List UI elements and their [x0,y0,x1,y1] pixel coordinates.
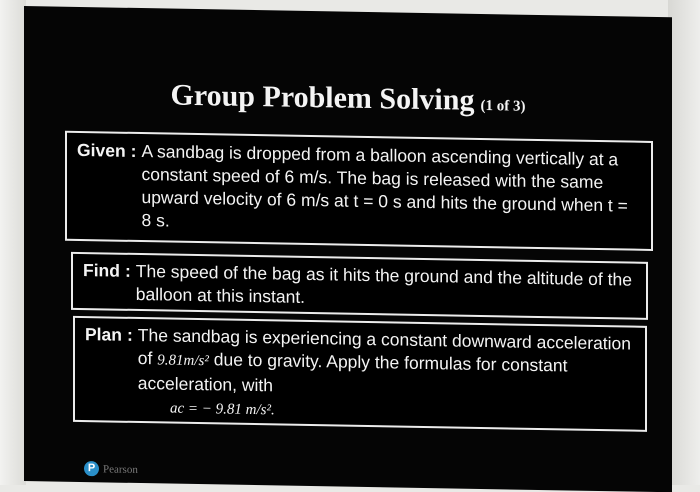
slide [24,6,672,492]
slide-title [24,76,672,121]
find-box: Find : The speed of the bag as it hits the ground and the altitude of the balloon at this instant. [71,252,648,320]
plan-text-2: due to gravity. Apply the formulas for constant acceleration, with [137,349,568,396]
wall-right [668,0,700,485]
plan-text [138,324,635,404]
title-sub: (1 of 3) [480,97,526,115]
given-text: A sandbag is dropped from a balloon ascending vertically at a constant speed of 6 m/s. The bag is released with the same upward velocity of 6 m/s at t = 0 s and hits the ground when t = 8 s. [141,141,628,231]
plan-box: Plan : The sandbag is experiencing a constant downward acceleration of 9.81m/s² due to gravity. Apply the formulas for constant acceleration, with ac = − 9.81 m/s². [73,316,647,432]
find-label: Find [83,260,120,281]
title-text: Group Problem Solving [170,78,475,117]
wall-left [0,0,26,485]
plan-accel-value: 9.81m/s² [157,352,209,370]
pearson-brand: Pearson [103,462,138,476]
given-box: Given : A sandbag is dropped from a balloon ascending vertically at a constant speed of 6 m/s. The bag is released with the same upward velocity of 6 m/s at t = 0 s and hits the ground when t = 8 s. [65,131,653,251]
plan-text-1: The sandbag is experiencing a constant downward acceleration of [137,324,632,369]
find-text: The speed of the bag as it hits the ground and the altitude of the balloon at this instant. [135,260,632,307]
plan-label: Plan [85,324,122,345]
plan-equation: ac = − 9.81 m/s². [170,400,275,419]
given-label: Given [77,139,126,161]
slide-footer [84,461,138,477]
pearson-logo-icon: P [84,461,99,476]
